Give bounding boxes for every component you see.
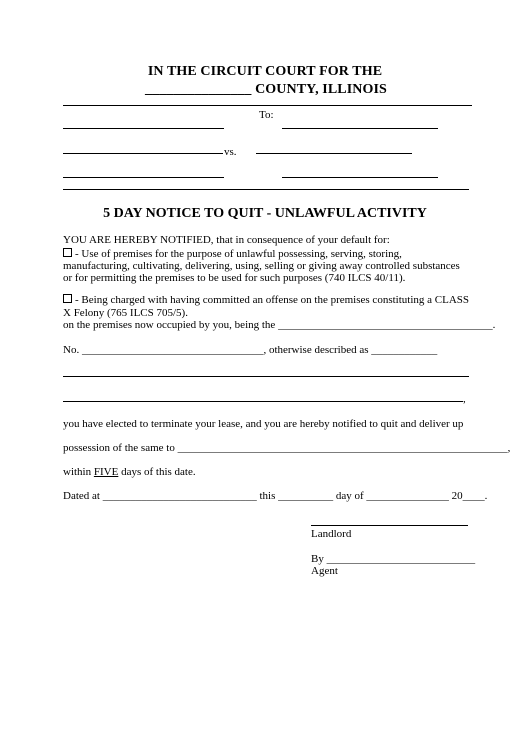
to-label: To:: [259, 109, 274, 121]
elected-text: you have elected to terminate your lease, and you are hereby notified to quit and deliver up: [63, 418, 464, 430]
county-heading: [145, 82, 387, 98]
to-line-2[interactable]: [256, 153, 412, 154]
landlord-label: Landlord: [311, 528, 352, 540]
option-1-checkbox[interactable]: [63, 248, 72, 257]
plaintiff-line-2[interactable]: [63, 153, 223, 154]
description-line-1[interactable]: [63, 376, 469, 377]
county-label: COUNTY, ILLINOIS: [251, 82, 387, 97]
option-1-text-1: - Use of premises for the purpose of unlawful possessing, serving, storing,: [75, 248, 402, 260]
option-2-line-2: X Felony (765 ILCS 705/5).: [63, 307, 188, 319]
within-post: days of this date.: [118, 466, 196, 478]
plaintiff-line-1[interactable]: [63, 128, 224, 129]
landlord-signature-line[interactable]: [311, 525, 468, 526]
county-blank[interactable]: _______________: [145, 82, 252, 97]
intro-text: YOU ARE HEREBY NOTIFIED, that in consequence of your default for:: [63, 234, 390, 246]
caption-bottom-rule: [63, 189, 469, 190]
possession-line[interactable]: possession of the same to ____________________________________________________________,: [63, 442, 511, 454]
by-line[interactable]: By ___________________________: [311, 553, 476, 565]
otherwise-label: , otherwise described as: [263, 344, 369, 356]
court-heading: IN THE CIRCUIT COURT FOR THE: [147, 64, 383, 79]
premises-line[interactable]: on the premises now occupied by you, being the _______________________________________.: [63, 319, 496, 331]
no-label: No.: [63, 344, 80, 356]
dated-line[interactable]: Dated at ____________________________ this __________ day of _______________ 20____.: [63, 490, 488, 502]
agent-label: Agent: [311, 565, 338, 577]
option-1-line-2: manufacturing, cultivating, delivering, using, selling or giving away controlled substances: [63, 260, 460, 272]
otherwise-blank[interactable]: ____________: [371, 344, 438, 356]
defendant-line[interactable]: [63, 177, 224, 178]
option-2-line-1: [63, 294, 469, 307]
within-five: FIVE: [93, 466, 119, 478]
description-comma: ,: [463, 393, 466, 405]
to-line-3[interactable]: [282, 177, 438, 178]
no-line: [63, 344, 437, 357]
option-2-text-1: - Being charged with having committed an offense on the premises constituting a CLASS: [75, 294, 469, 306]
to-line-1[interactable]: [282, 128, 438, 129]
option-1-line-3: or for permitting the premises to be used for such purposes (740 ILCS 40/11).: [63, 272, 406, 284]
no-blank[interactable]: _________________________________: [81, 344, 264, 356]
within-line: [63, 466, 196, 479]
option-2-checkbox[interactable]: [63, 294, 72, 303]
caption-top-rule: [63, 105, 472, 106]
description-line-2[interactable]: [63, 401, 463, 402]
vs-label: vs.: [224, 146, 237, 158]
within-pre: within: [63, 466, 94, 478]
notice-title: 5 DAY NOTICE TO QUIT - UNLAWFUL ACTIVITY: [103, 206, 427, 221]
